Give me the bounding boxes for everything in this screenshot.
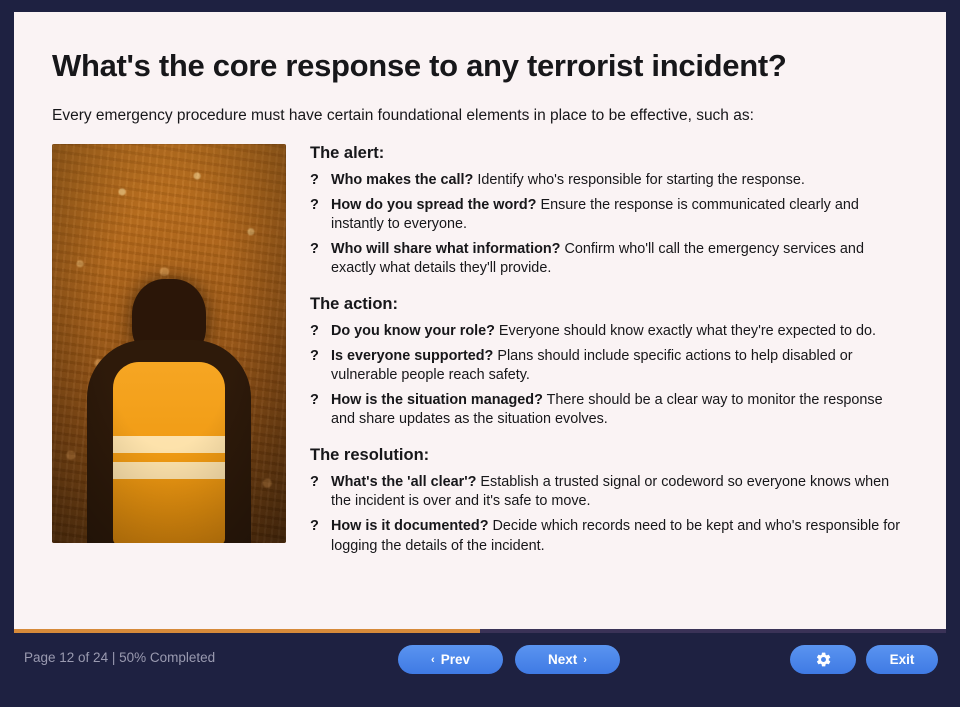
question-mark-icon: ? [310,391,319,408]
question-mark-icon: ? [310,347,319,364]
question-mark-icon: ? [310,473,319,490]
next-button-label: Next [548,652,578,667]
slide-content [14,12,946,629]
list-item-text [331,240,908,279]
list-item [310,196,908,235]
section-heading: The alert: [310,143,385,162]
list-item [310,391,908,430]
question-mark-icon: ? [310,518,319,534]
list-item [310,517,908,556]
chevron-left-icon: ‹ [431,653,435,666]
navigation-buttons [398,645,620,674]
text-column [286,144,908,561]
list-item-detail: Decide which records need to be kept and who's responsible for logging the details of the incident. [331,518,901,554]
image-column [52,144,286,561]
list-item-detail: Plans should include specific actions to help disabled or vulnerable people reach safety. [331,347,853,384]
list-item-detail: Identify who's responsible for starting the response. [473,171,805,188]
list-item-question: How is the situation managed? [331,391,543,408]
crowd-safety-steward-photo [52,144,286,543]
section-the-action [310,295,908,430]
exit-button-label: Exit [889,652,915,667]
section-heading: The action: [310,294,399,313]
list-item-text [331,517,908,556]
list-item-text [331,347,908,386]
list-item-detail: Ensure the response is communicated clearly and instantly to everyone. [331,196,859,233]
photo-vignette [52,144,286,543]
list-item [310,347,908,386]
list-item-text [331,391,908,430]
question-mark-icon: ? [310,196,319,213]
page-title: What's the core response to any terrorist incident? [52,48,787,83]
utility-buttons [790,645,938,674]
list-item [310,240,908,279]
list-item-question: What's the 'all clear'? [331,473,477,490]
page-status-text: Page 12 of 24 | 50% Completed [24,650,216,665]
list-item [310,171,908,191]
list-item-question: Who makes the call? [331,171,474,188]
prev-button[interactable] [398,645,503,674]
slide-body [52,144,908,561]
settings-button[interactable] [790,645,856,674]
prev-button-label: Prev [440,652,470,667]
chevron-right-icon: › [583,653,587,666]
player-footer [0,633,960,707]
question-mark-icon: ? [310,322,319,339]
list-item-detail: Establish a trusted signal or codeword so everyone knows when the incident is over and it's safe to move. [331,473,890,510]
list-item-question: Is everyone supported? [331,347,494,364]
list-item-question: Who will share what information? [331,240,561,257]
gear-icon [815,651,832,668]
list-item-text [331,322,876,342]
exit-button[interactable] [866,645,938,674]
section-heading: The resolution: [310,445,430,464]
question-mark-icon: ? [310,240,319,257]
section-the-alert [310,144,908,279]
list-item [310,322,908,342]
slide-intro-text: Every emergency procedure must have certain foundational elements in place to be effective, such as: [52,106,754,124]
list-item-detail: There should be a clear way to monitor the response and share updates as the situation evolves. [331,391,883,428]
question-mark-icon: ? [310,171,319,188]
list-item-text [331,171,805,191]
list-item-detail: Everyone should know exactly what they're expected to do. [494,322,877,339]
list-item-text [331,196,908,235]
list-item-detail: Confirm who'll call the emergency services and exactly what details they'll provide. [331,240,864,277]
list-item-text [331,473,908,512]
next-button[interactable] [515,645,620,674]
list-item-question: How do you spread the word? [331,196,537,213]
list-item-question: Do you know your role? [331,322,495,339]
list-item [310,473,908,512]
section-the-resolution [310,446,908,556]
list-item-question: How is it documented? [331,518,489,534]
